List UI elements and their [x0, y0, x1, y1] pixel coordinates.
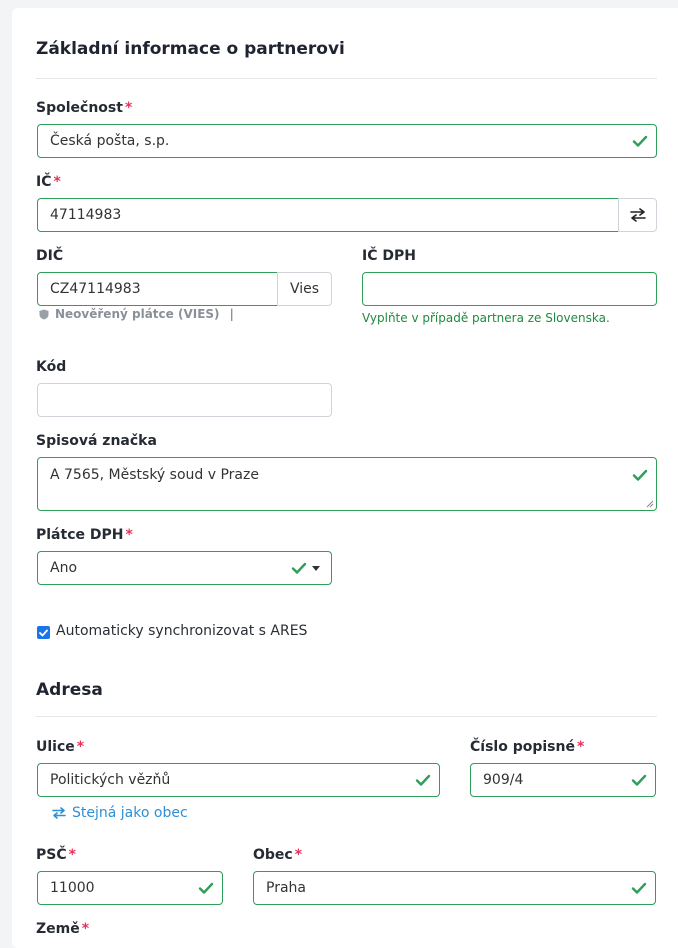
- zip-label: [36, 847, 76, 863]
- file-number-textarea[interactable]: [37, 457, 657, 511]
- same-as-city-text: Stejná jako obec: [72, 805, 188, 821]
- required-marker: *: [53, 174, 61, 190]
- ic-input[interactable]: [37, 198, 619, 232]
- ic-value: 47114983: [50, 207, 122, 223]
- street-value: Politických vězňů: [50, 772, 171, 788]
- valid-check-icon: [632, 467, 648, 483]
- company-value: Česká pošta, s.p.: [50, 133, 170, 149]
- valid-check-icon: [291, 560, 307, 576]
- company-label: [36, 100, 132, 116]
- valid-check-icon: [631, 772, 647, 788]
- company-label-text: Společnost: [36, 100, 123, 116]
- required-marker: *: [76, 739, 85, 755]
- swap-arrows-icon: [52, 807, 66, 819]
- valid-check-icon: [198, 880, 214, 896]
- vat-payer-selected: Ano: [50, 560, 78, 576]
- dic-label: DIČ: [36, 248, 64, 264]
- required-marker: *: [81, 921, 90, 937]
- zip-value: 11000: [50, 880, 95, 896]
- section-title-basic: Základní informace o partnerovi: [36, 39, 345, 59]
- ares-sync-label[interactable]: Automaticky synchronizovat s ARES: [56, 623, 308, 639]
- checkmark-icon: [39, 629, 48, 637]
- vies-status-text: Neověřený plátce (VIES): [55, 307, 220, 321]
- resize-handle-icon[interactable]: [646, 500, 654, 508]
- section-divider: [36, 716, 657, 717]
- vies-status-separator: |: [229, 307, 234, 321]
- required-marker: *: [125, 527, 133, 543]
- country-label-text: Země: [36, 921, 80, 937]
- swap-arrows-icon: [630, 208, 646, 222]
- ic-dph-help: Vyplňte v případě partnera ze Slovenska.: [362, 311, 610, 325]
- zip-input[interactable]: [37, 871, 223, 905]
- vies-button[interactable]: Vies: [277, 272, 332, 306]
- street-label-text: Ulice: [36, 739, 75, 755]
- house-number-label-text: Číslo popisné: [470, 739, 575, 755]
- city-input[interactable]: [253, 871, 656, 905]
- valid-check-icon: [415, 772, 431, 788]
- ic-dph-input[interactable]: [362, 272, 657, 306]
- house-number-value: 909/4: [483, 772, 524, 788]
- house-number-input[interactable]: [470, 763, 656, 797]
- vat-payer-select[interactable]: [37, 551, 332, 585]
- city-value: Praha: [266, 880, 306, 896]
- city-label: [253, 847, 302, 863]
- code-input[interactable]: [37, 383, 332, 417]
- company-input[interactable]: [37, 124, 657, 158]
- valid-check-icon: [631, 880, 647, 896]
- caret-down-icon: [312, 566, 320, 571]
- vies-status: [39, 307, 234, 321]
- required-marker: *: [576, 739, 585, 755]
- ares-sync-checkbox[interactable]: [37, 626, 50, 639]
- street-label: [36, 739, 84, 755]
- street-input[interactable]: [37, 763, 440, 797]
- dic-value: CZ47114983: [50, 281, 141, 297]
- ic-label-text: IČ: [36, 174, 52, 190]
- section-title-address: Adresa: [36, 680, 103, 700]
- same-as-city-link[interactable]: [52, 805, 188, 821]
- vat-payer-label-text: Plátce DPH: [36, 527, 124, 543]
- file-number-value: A 7565, Městský soud v Praze: [50, 467, 259, 483]
- ic-dph-label: IČ DPH: [362, 248, 416, 264]
- shield-icon: [39, 309, 49, 320]
- dic-input[interactable]: [37, 272, 278, 306]
- country-label: [36, 921, 89, 937]
- required-marker: *: [124, 100, 133, 116]
- section-divider: [36, 78, 657, 79]
- ic-label: [36, 174, 61, 190]
- required-marker: *: [294, 847, 303, 863]
- vat-payer-label: [36, 527, 133, 543]
- file-number-label: Spisová značka: [36, 433, 157, 449]
- partner-form-card: [12, 8, 678, 948]
- zip-label-text: PSČ: [36, 847, 67, 863]
- house-number-label: [470, 739, 584, 755]
- code-label: Kód: [36, 359, 67, 375]
- valid-check-icon: [632, 133, 648, 149]
- city-label-text: Obec: [253, 847, 293, 863]
- required-marker: *: [68, 847, 76, 863]
- ic-lookup-button[interactable]: [618, 198, 657, 232]
